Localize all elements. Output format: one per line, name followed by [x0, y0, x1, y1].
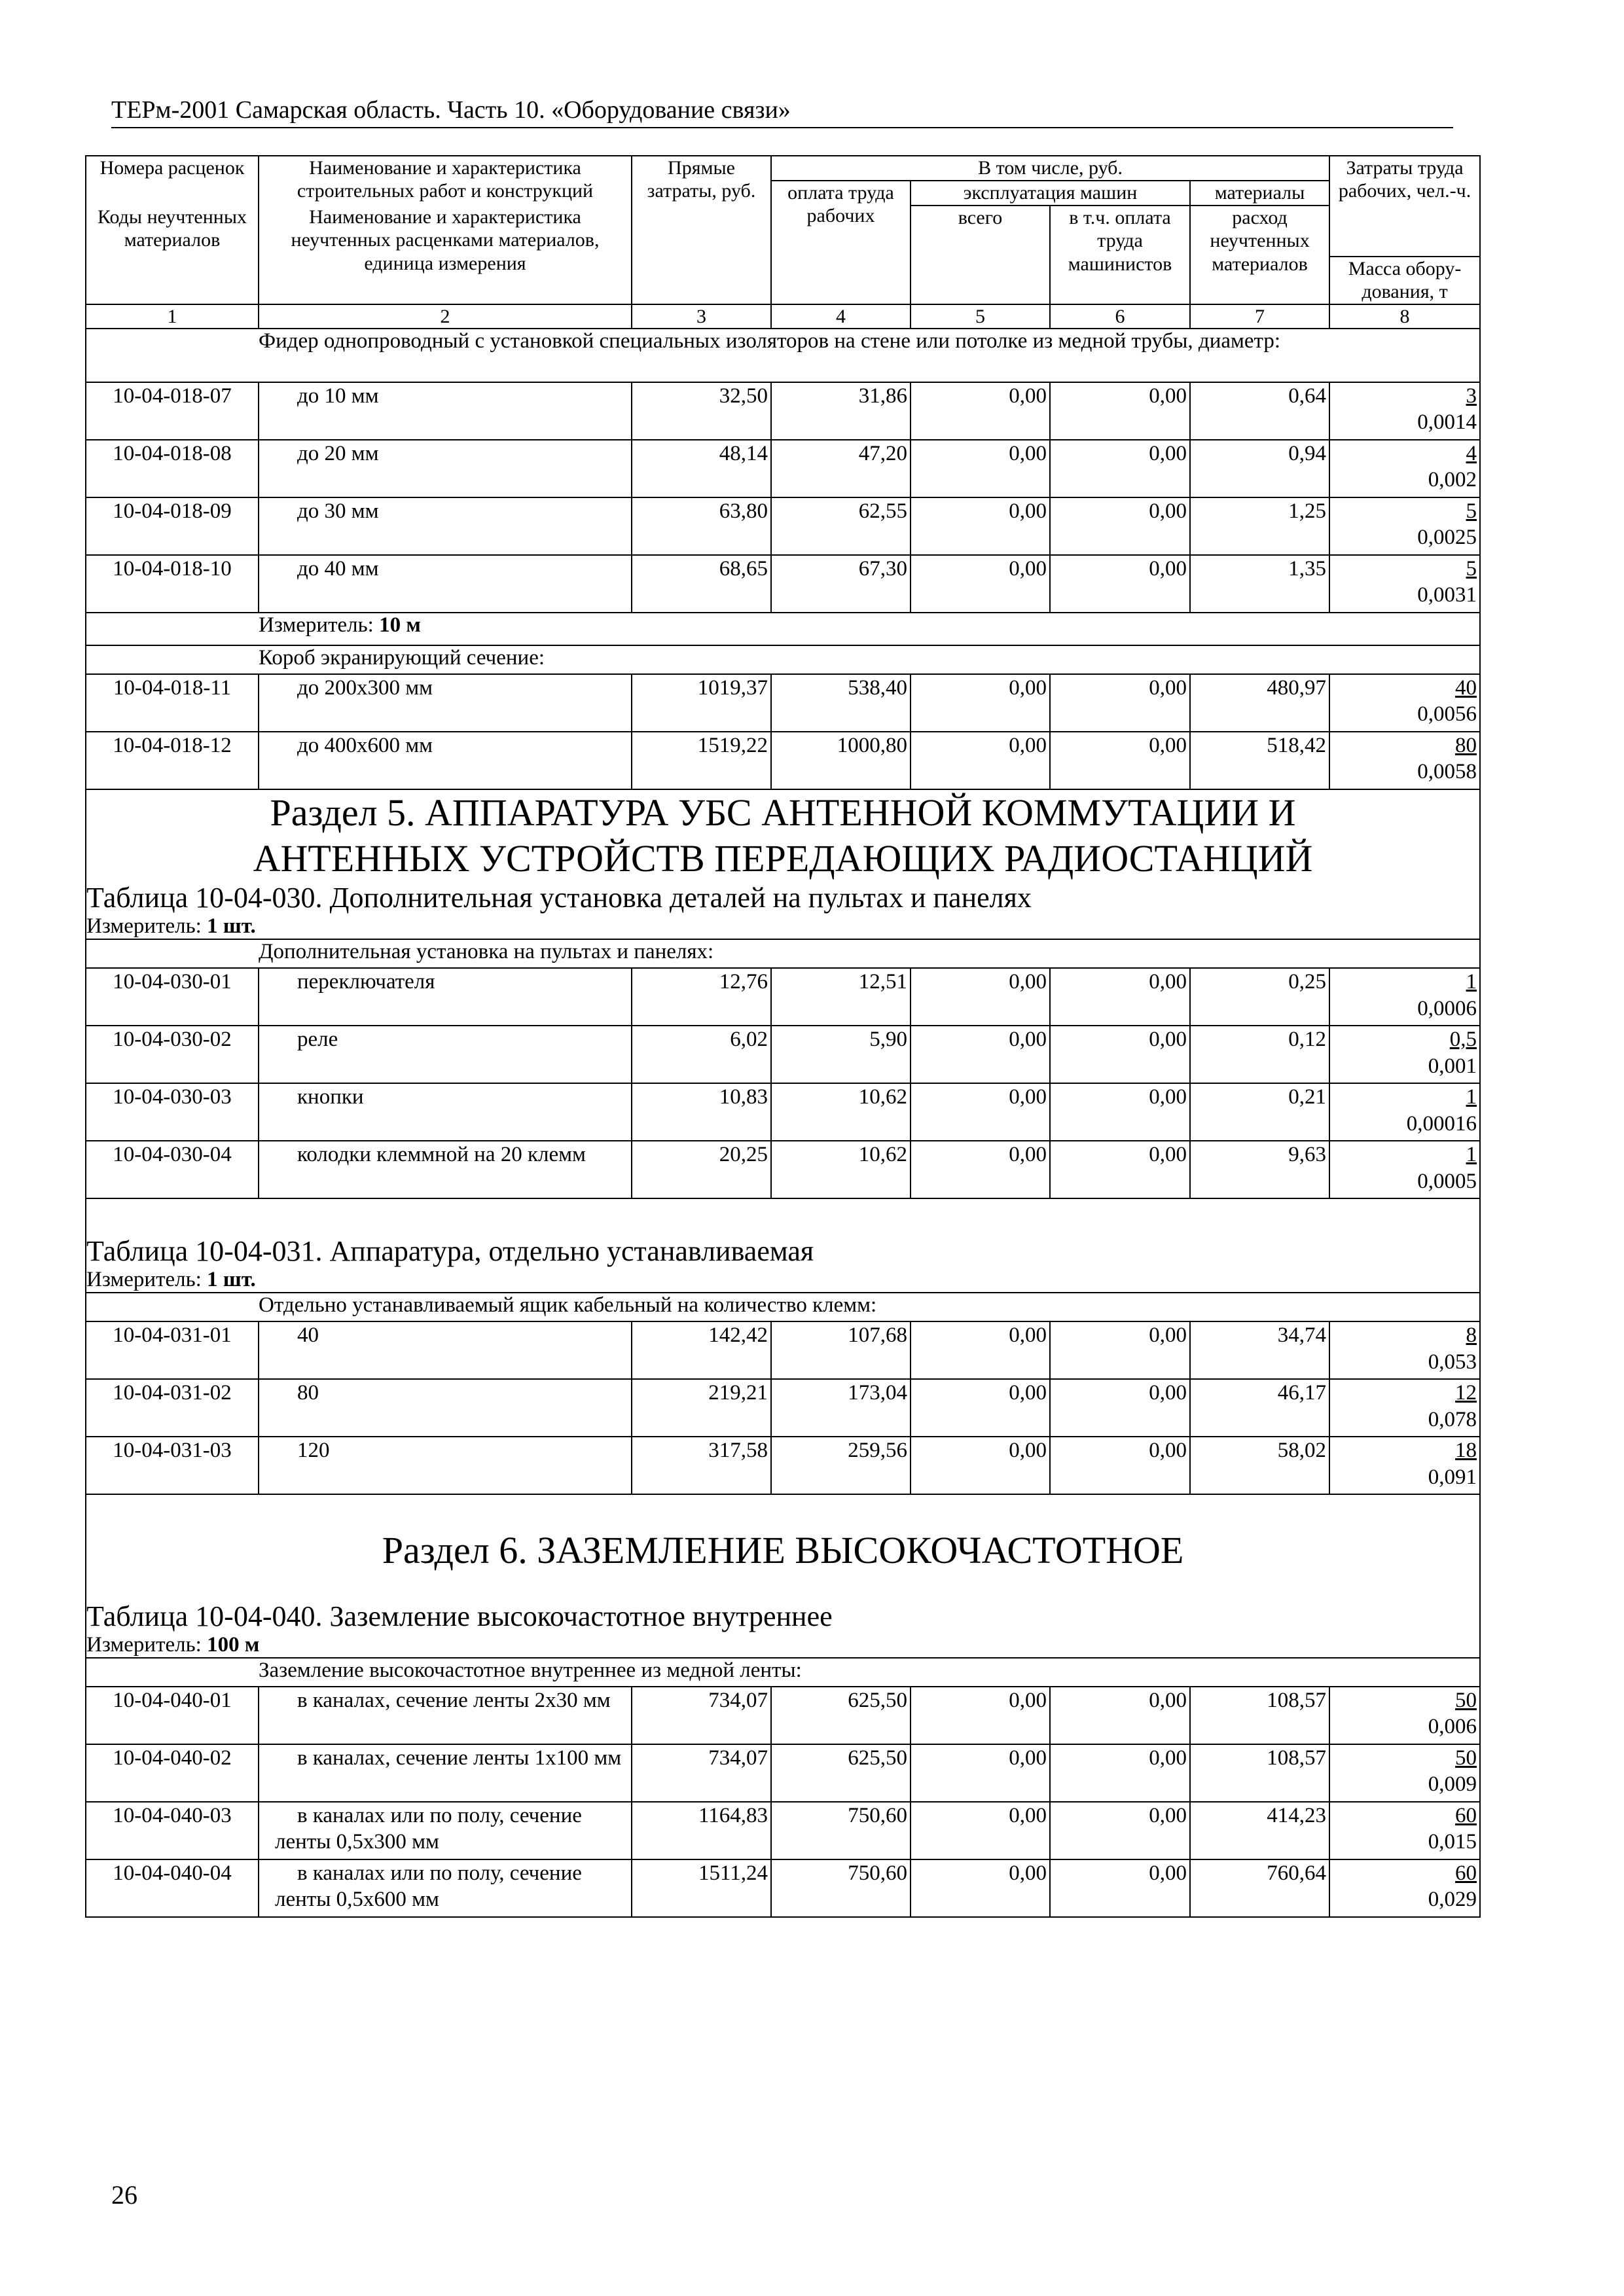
rate-code: 10-04-040-03: [86, 1802, 259, 1859]
machine-wage-cost: 0,00: [1050, 497, 1190, 555]
group-heading: Заземление высокочастотное внутреннее из медной ленты:: [259, 1658, 1480, 1687]
col-name-sub-header: Наименование и характеристика неучтенных расценками материалов, единица измерения: [259, 206, 632, 304]
table-row: [86, 1687, 1480, 1744]
labor-mass-cell: [1329, 1802, 1480, 1859]
wage-cost: 750,60: [771, 1802, 911, 1859]
rate-code: 10-04-030-03: [86, 1083, 259, 1141]
machine-wage-cost: 0,00: [1050, 382, 1190, 440]
direct-cost: 1511,24: [632, 1859, 771, 1917]
equipment-mass: 0,00016: [1406, 1111, 1477, 1136]
direct-cost: 317,58: [632, 1437, 771, 1494]
labor-hours: 12: [1455, 1381, 1477, 1405]
machine-wage-cost: 0,00: [1050, 1437, 1190, 1494]
material-cost: 0,21: [1190, 1083, 1329, 1141]
col-name-header: Наименование и характеристика строительных работ и конструкций: [259, 156, 632, 206]
page-number: 26: [111, 2180, 137, 2210]
col-machines-header: эксплуатация машин: [911, 181, 1190, 206]
direct-cost: 1019,37: [632, 674, 771, 732]
machine-cost: 0,00: [911, 1379, 1050, 1437]
table-row: [86, 1321, 1480, 1379]
wage-cost: 1000,80: [771, 732, 911, 789]
rate-name: 120: [259, 1437, 632, 1494]
table-row: [86, 1141, 1480, 1198]
equipment-mass: 0,0025: [1417, 526, 1477, 550]
wage-cost: 62,55: [771, 497, 911, 555]
equipment-mass: 0,053: [1428, 1350, 1477, 1374]
machine-wage-cost: 0,00: [1050, 674, 1190, 732]
equipment-mass: 0,029: [1428, 1888, 1477, 1912]
material-cost: 9,63: [1190, 1141, 1329, 1198]
machine-wage-cost: 0,00: [1050, 732, 1190, 789]
labor-hours: 1: [1466, 970, 1477, 994]
col-direct-header: Прямые затраты, руб.: [632, 156, 771, 304]
equipment-mass: 0,091: [1428, 1465, 1477, 1489]
section-5-line1: Раздел 5. АППАРАТУРА УБС АНТЕННОЙ КОММУТАЦИИ И: [270, 791, 1296, 834]
direct-cost: 734,07: [632, 1744, 771, 1802]
col-number: 5: [911, 304, 1050, 329]
rate-code: 10-04-030-01: [86, 968, 259, 1026]
labor-mass-cell: [1329, 1321, 1480, 1379]
page-header: [111, 96, 1453, 128]
table-body: [86, 1321, 1480, 1494]
labor-mass-cell: [1329, 1744, 1480, 1802]
section-5-line2: АНТЕННЫХ УСТРОЙСТВ ПЕРЕДАЮЩИХ РАДИОСТАНЦИЙ: [253, 836, 1313, 880]
labor-mass-cell: [1329, 555, 1480, 613]
machine-cost: 0,00: [911, 555, 1050, 613]
machine-wage-cost: 0,00: [1050, 440, 1190, 497]
material-cost: 46,17: [1190, 1379, 1329, 1437]
labor-hours: 18: [1455, 1439, 1477, 1463]
rate-code: 10-04-018-11: [86, 674, 259, 732]
rate-code: 10-04-031-03: [86, 1437, 259, 1494]
material-cost: 760,64: [1190, 1859, 1329, 1917]
direct-cost: 63,80: [632, 497, 771, 555]
rate-name: переключателя: [259, 968, 632, 1026]
measure-label: Измеритель:: [86, 1632, 202, 1657]
wage-cost: 625,50: [771, 1744, 911, 1802]
machine-cost: 0,00: [911, 382, 1050, 440]
table-row: [86, 440, 1480, 497]
material-cost: 0,64: [1190, 382, 1329, 440]
labor-mass-cell: [1329, 1437, 1480, 1494]
table-body: [86, 789, 1480, 968]
labor-hours: 60: [1455, 1861, 1477, 1885]
labor-hours: 3: [1466, 384, 1477, 408]
table-row: [86, 1744, 1480, 1802]
machine-cost: 0,00: [911, 1083, 1050, 1141]
rate-name: 40: [259, 1321, 632, 1379]
labor-hours: 4: [1466, 442, 1477, 466]
labor-mass-cell: [1329, 674, 1480, 732]
wage-cost: 47,20: [771, 440, 911, 497]
measure-value: 10 м: [379, 613, 421, 637]
machine-cost: 0,00: [911, 732, 1050, 789]
measure-row: [86, 914, 1480, 939]
machine-cost: 0,00: [911, 1321, 1050, 1379]
labor-mass-cell: [1329, 1379, 1480, 1437]
equipment-mass: 0,0058: [1417, 760, 1477, 784]
labor-hours: 80: [1455, 734, 1477, 758]
rate-name: в каналах или по полу, сечение ленты 0,5х300 мм: [259, 1802, 632, 1859]
col-code-sub-header: Коды неучтенных материалов: [86, 206, 259, 304]
measure-row: [86, 1268, 1480, 1293]
rate-code: 10-04-018-10: [86, 555, 259, 613]
wage-cost: 625,50: [771, 1687, 911, 1744]
table-row: [86, 382, 1480, 440]
material-cost: 34,74: [1190, 1321, 1329, 1379]
rate-name: в каналах, сечение ленты 1х100 мм: [259, 1744, 632, 1802]
labor-hours: 60: [1455, 1803, 1477, 1827]
labor-hours: 50: [1455, 1746, 1477, 1770]
group-heading: Короб экранирующий сечение:: [259, 645, 1480, 674]
measure-value: 100 м: [207, 1632, 260, 1657]
table-040-title: Таблица 10-04-040. Заземление высокочастотное внутреннее: [86, 1600, 1480, 1633]
rate-name: до 40 мм: [259, 555, 632, 613]
machine-wage-cost: 0,00: [1050, 1141, 1190, 1198]
section-6-title: Раздел 6. ЗАЗЕМЛЕНИЕ ВЫСОКОЧАСТОТНОЕ: [86, 1494, 1480, 1600]
equipment-mass: 0,006: [1428, 1715, 1477, 1739]
machine-wage-cost: 0,00: [1050, 1802, 1190, 1859]
material-cost: 108,57: [1190, 1744, 1329, 1802]
machine-wage-cost: 0,00: [1050, 1379, 1190, 1437]
col-number: 8: [1329, 304, 1480, 329]
material-cost: 414,23: [1190, 1802, 1329, 1859]
machine-wage-cost: 0,00: [1050, 1687, 1190, 1744]
rate-code: 10-04-040-04: [86, 1859, 259, 1917]
table-body: [86, 1687, 1480, 1917]
table-row: [86, 497, 1480, 555]
equipment-mass: 0,0006: [1417, 996, 1477, 1020]
rate-name: до 20 мм: [259, 440, 632, 497]
direct-cost: 734,07: [632, 1687, 771, 1744]
machine-cost: 0,00: [911, 1744, 1050, 1802]
rate-name: реле: [259, 1026, 632, 1083]
table-body: [86, 1494, 1480, 1687]
rate-code: 10-04-040-01: [86, 1687, 259, 1744]
direct-cost: 219,21: [632, 1379, 771, 1437]
equipment-mass: 0,0005: [1417, 1169, 1477, 1193]
table-row: [86, 1802, 1480, 1859]
wage-cost: 173,04: [771, 1379, 911, 1437]
table-body: [86, 613, 1480, 674]
material-cost: 0,94: [1190, 440, 1329, 497]
labor-mass-cell: [1329, 1141, 1480, 1198]
rate-code: 10-04-031-01: [86, 1321, 259, 1379]
col-code-header: Номера расценок: [86, 156, 259, 206]
rate-code: 10-04-030-02: [86, 1026, 259, 1083]
rate-name: до 200х300 мм: [259, 674, 632, 732]
table-row: [86, 1859, 1480, 1917]
material-cost: 58,02: [1190, 1437, 1329, 1494]
machine-cost: 0,00: [911, 1859, 1050, 1917]
table-row: [86, 1379, 1480, 1437]
rate-name: 80: [259, 1379, 632, 1437]
col-number: 1: [86, 304, 259, 329]
direct-cost: 68,65: [632, 555, 771, 613]
labor-mass-cell: [1329, 497, 1480, 555]
col-mach-wage-header: в т.ч. оплата труда машинистов: [1050, 206, 1190, 304]
table-031-title: Таблица 10-04-031. Аппаратура, отдельно устанавливаемая: [86, 1198, 1480, 1268]
labor-mass-cell: [1329, 732, 1480, 789]
table-body: [86, 968, 1480, 1198]
table-row: [86, 674, 1480, 732]
wage-cost: 750,60: [771, 1859, 911, 1917]
rate-name: до 400х600 мм: [259, 732, 632, 789]
measure-value: 1 шт.: [207, 1268, 256, 1292]
rate-name: колодки клеммной на 20 клемм: [259, 1141, 632, 1198]
labor-hours: 8: [1466, 1323, 1477, 1348]
wage-cost: 31,86: [771, 382, 911, 440]
rate-code: 10-04-018-07: [86, 382, 259, 440]
direct-cost: 6,02: [632, 1026, 771, 1083]
col-number: 7: [1190, 304, 1329, 329]
equipment-mass: 0,015: [1428, 1830, 1477, 1854]
measure-label: Измеритель:: [86, 1268, 202, 1292]
material-cost: 1,25: [1190, 497, 1329, 555]
table-body: [86, 1198, 1480, 1321]
machine-cost: 0,00: [911, 1141, 1050, 1198]
col-number: 4: [771, 304, 911, 329]
col-mat-sub-header: расход неучтенных материалов: [1190, 206, 1329, 304]
table-body: [86, 382, 1480, 613]
labor-mass-cell: [1329, 1026, 1480, 1083]
col-materials-header: материалы: [1190, 181, 1329, 206]
header-title: ТЕРм-2001 Самарская область. Часть 10. «Оборудование связи»: [111, 96, 791, 124]
machine-cost: 0,00: [911, 497, 1050, 555]
machine-wage-cost: 0,00: [1050, 1026, 1190, 1083]
table-row: [86, 968, 1480, 1026]
col-number: 3: [632, 304, 771, 329]
rate-name: в каналах, сечение ленты 2х30 мм: [259, 1687, 632, 1744]
group-heading: Отдельно устанавливаемый ящик кабельный на количество клемм:: [259, 1293, 1480, 1321]
material-cost: 480,97: [1190, 674, 1329, 732]
material-cost: 0,12: [1190, 1026, 1329, 1083]
rate-code: 10-04-018-09: [86, 497, 259, 555]
table-row: [86, 1083, 1480, 1141]
labor-hours: 5: [1466, 499, 1477, 524]
group-heading: Фидер однопроводный с установкой специальных изоляторов на стене или потолке из медной трубы, диаметр:: [259, 329, 1480, 382]
machine-cost: 0,00: [911, 1437, 1050, 1494]
measure-label: Измеритель:: [259, 613, 374, 637]
direct-cost: 48,14: [632, 440, 771, 497]
measure-row: [259, 613, 1480, 645]
rate-code: 10-04-018-08: [86, 440, 259, 497]
material-cost: 518,42: [1190, 732, 1329, 789]
machine-wage-cost: 0,00: [1050, 555, 1190, 613]
measure-value: 1 шт.: [207, 914, 256, 939]
equipment-mass: 0,009: [1428, 1772, 1477, 1797]
machine-cost: 0,00: [911, 968, 1050, 1026]
wage-cost: 259,56: [771, 1437, 911, 1494]
machine-wage-cost: 0,00: [1050, 1859, 1190, 1917]
table-row: [86, 1026, 1480, 1083]
labor-hours: 40: [1455, 676, 1477, 700]
wage-cost: 10,62: [771, 1083, 911, 1141]
rates-table: [85, 155, 1481, 1918]
material-cost: 1,35: [1190, 555, 1329, 613]
machine-cost: 0,00: [911, 1802, 1050, 1859]
equipment-mass: 0,0031: [1417, 583, 1477, 607]
table-row: [86, 555, 1480, 613]
labor-mass-cell: [1329, 382, 1480, 440]
col-incl-header: В том числе, руб.: [771, 156, 1329, 181]
rate-code: 10-04-031-02: [86, 1379, 259, 1437]
col-number: 6: [1050, 304, 1190, 329]
labor-mass-cell: [1329, 1687, 1480, 1744]
section-5-title: [86, 789, 1480, 881]
wage-cost: 5,90: [771, 1026, 911, 1083]
table-row: [86, 1437, 1480, 1494]
direct-cost: 12,76: [632, 968, 771, 1026]
equipment-mass: 0,002: [1428, 468, 1477, 492]
labor-mass-cell: [1329, 1083, 1480, 1141]
wage-cost: 538,40: [771, 674, 911, 732]
rates-table-frame: [85, 155, 1479, 1918]
labor-hours: 0,5: [1449, 1028, 1477, 1052]
measure-label: Измеритель:: [86, 914, 202, 939]
labor-hours: 5: [1466, 557, 1477, 581]
rate-name: кнопки: [259, 1083, 632, 1141]
direct-cost: 142,42: [632, 1321, 771, 1379]
labor-mass-cell: [1329, 1859, 1480, 1917]
equipment-mass: 0,001: [1428, 1054, 1477, 1078]
table-body: [86, 329, 1480, 382]
equipment-mass: 0,0014: [1417, 410, 1477, 435]
col-mass-header: Масса обору-дования, т: [1329, 257, 1480, 304]
equipment-mass: 0,0056: [1417, 702, 1477, 726]
col-number: 2: [259, 304, 632, 329]
material-cost: 0,25: [1190, 968, 1329, 1026]
rate-code: 10-04-040-02: [86, 1744, 259, 1802]
machine-wage-cost: 0,00: [1050, 1744, 1190, 1802]
equipment-mass: 0,078: [1428, 1407, 1477, 1431]
wage-cost: 107,68: [771, 1321, 911, 1379]
machine-cost: 0,00: [911, 1026, 1050, 1083]
labor-hours: 1: [1466, 1085, 1477, 1109]
direct-cost: 1519,22: [632, 732, 771, 789]
wage-cost: 67,30: [771, 555, 911, 613]
labor-mass-cell: [1329, 440, 1480, 497]
table-row: [86, 732, 1480, 789]
machine-cost: 0,00: [911, 440, 1050, 497]
wage-cost: 10,62: [771, 1141, 911, 1198]
rate-name: в каналах или по полу, сечение ленты 0,5х600 мм: [259, 1859, 632, 1917]
machine-wage-cost: 0,00: [1050, 1321, 1190, 1379]
labor-hours: 1: [1466, 1143, 1477, 1167]
direct-cost: 10,83: [632, 1083, 771, 1141]
rate-code: 10-04-018-12: [86, 732, 259, 789]
col-mach-total-header: всего: [911, 206, 1050, 304]
table-body: [86, 674, 1480, 789]
table-030-title: Таблица 10-04-030. Дополнительная установка деталей на пультах и панелях: [86, 881, 1480, 914]
machine-cost: 0,00: [911, 674, 1050, 732]
direct-cost: 20,25: [632, 1141, 771, 1198]
rate-name: до 30 мм: [259, 497, 632, 555]
machine-cost: 0,00: [911, 1687, 1050, 1744]
col-wage-header: оплата труда рабочих: [771, 181, 911, 304]
col-labor-header: Затраты труда рабочих, чел.-ч.: [1329, 156, 1480, 257]
labor-mass-cell: [1329, 968, 1480, 1026]
rate-name: до 10 мм: [259, 382, 632, 440]
measure-row: [86, 1633, 1480, 1658]
machine-wage-cost: 0,00: [1050, 968, 1190, 1026]
rate-code: 10-04-030-04: [86, 1141, 259, 1198]
machine-wage-cost: 0,00: [1050, 1083, 1190, 1141]
labor-hours: 50: [1455, 1688, 1477, 1712]
direct-cost: 32,50: [632, 382, 771, 440]
direct-cost: 1164,83: [632, 1802, 771, 1859]
group-heading: Дополнительная установка на пультах и панелях:: [259, 939, 1480, 968]
wage-cost: 12,51: [771, 968, 911, 1026]
material-cost: 108,57: [1190, 1687, 1329, 1744]
